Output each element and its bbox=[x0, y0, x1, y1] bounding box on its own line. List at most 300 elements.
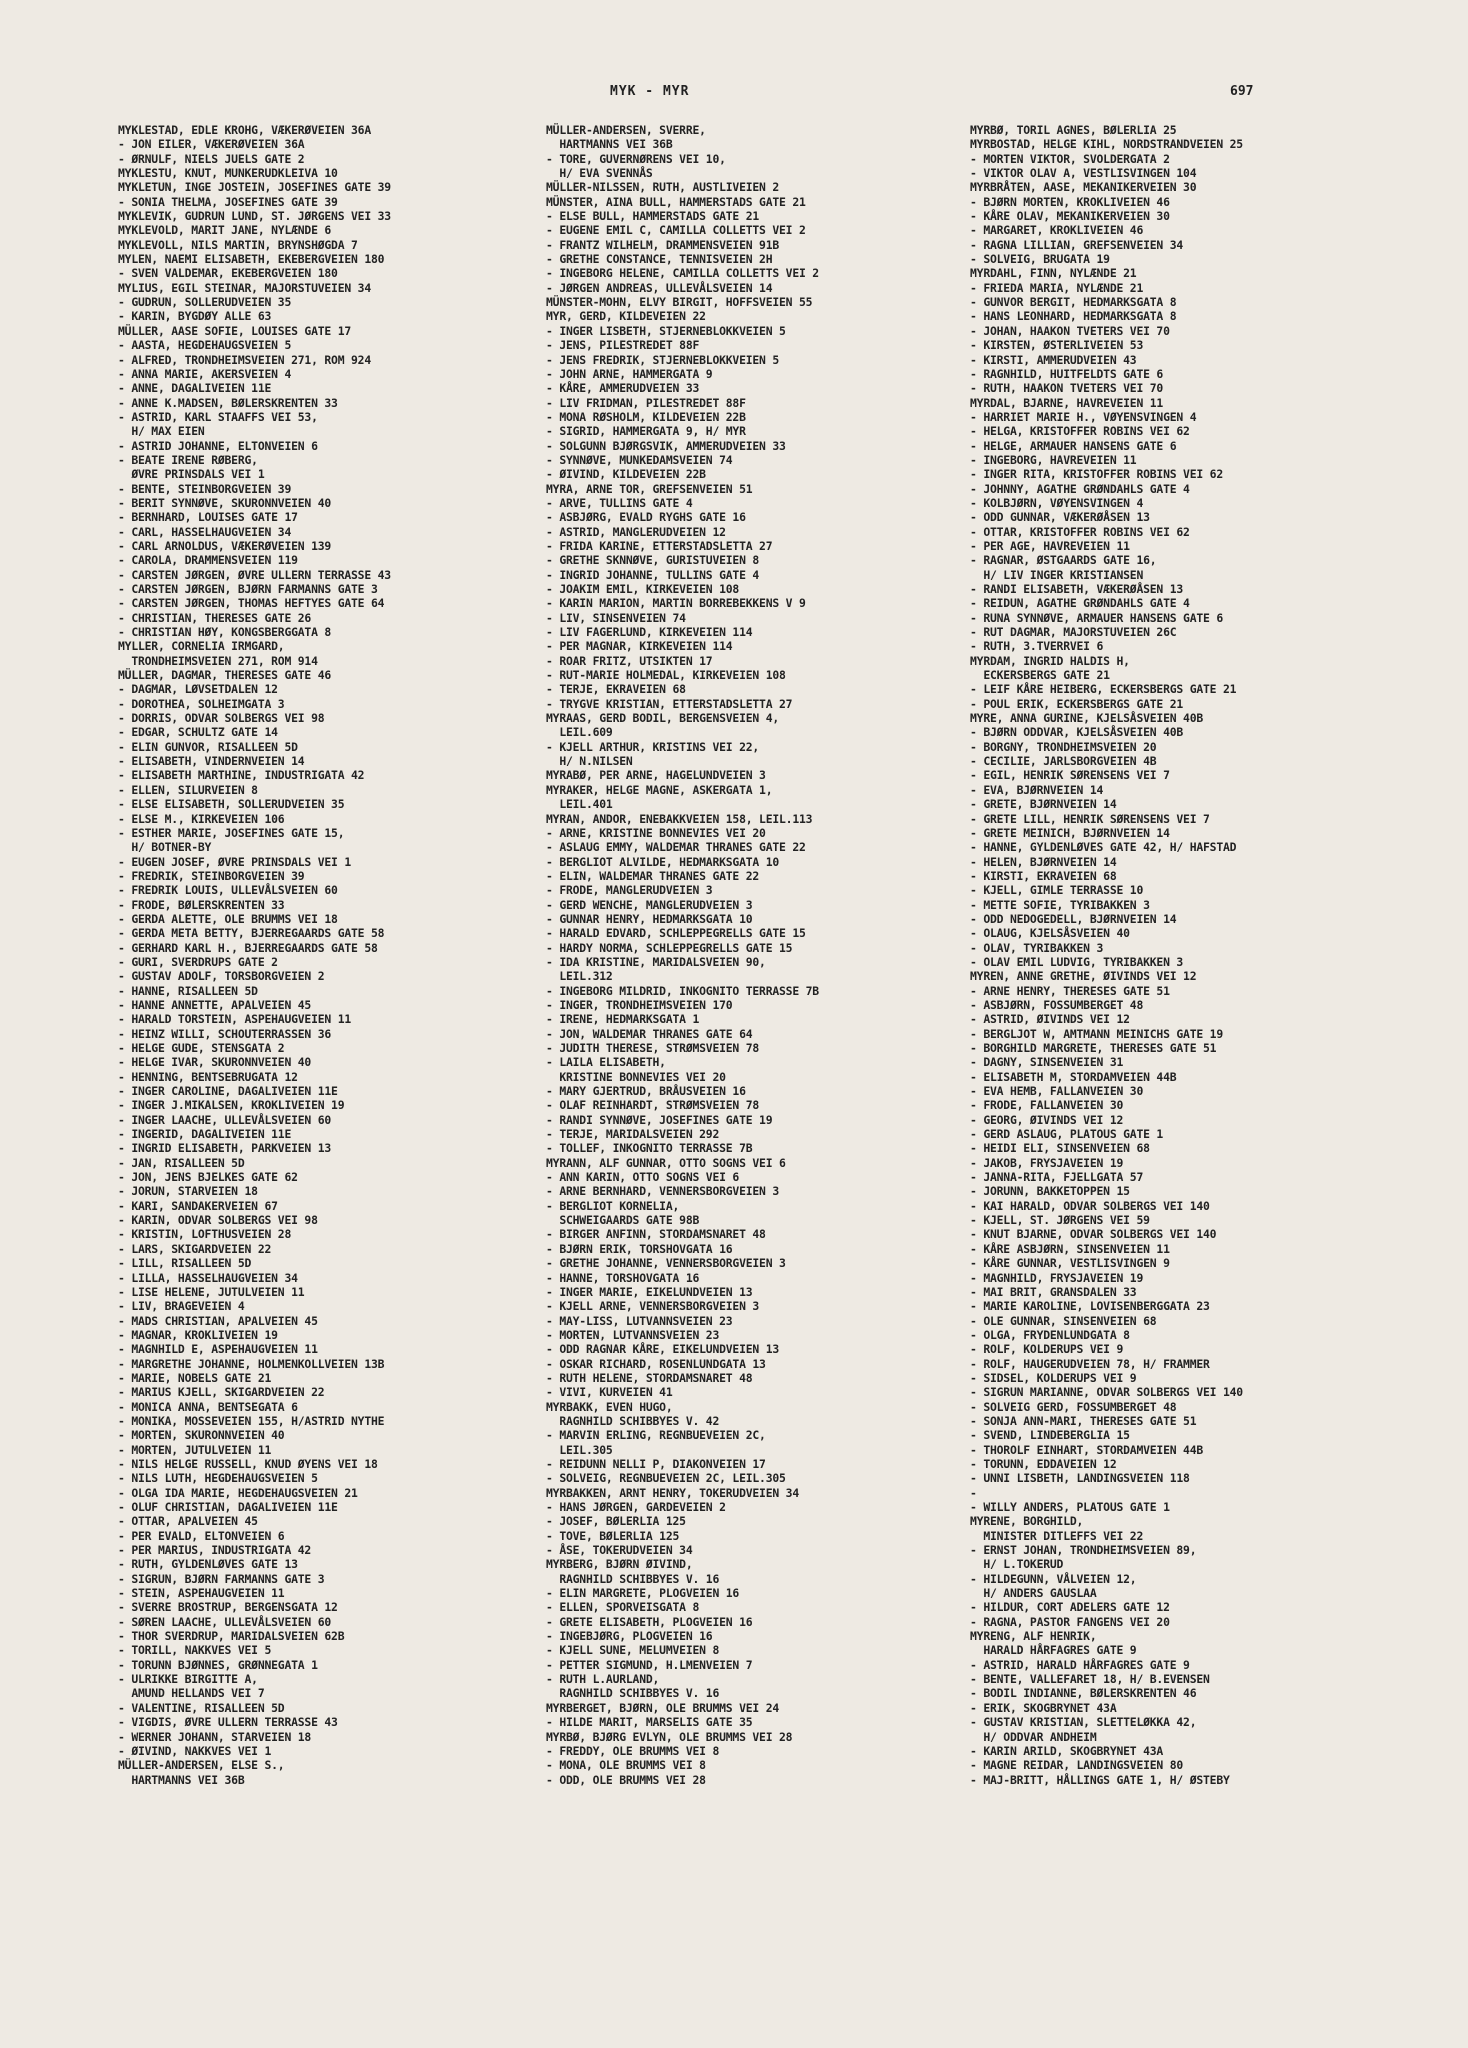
directory-entry-line: - SVERRE BROSTRUP, BERGENSGATA 12 bbox=[118, 1600, 338, 1615]
directory-entry-line: MYKLEVIK, GUDRUN LUND, ST. JØRGENS VEI 33 bbox=[118, 209, 391, 224]
directory-entry-line: - HARDY NORMA, SCHLEPPEGRELLS GATE 15 bbox=[546, 940, 793, 955]
directory-entry-line: MYLIUS, EGIL STEINAR, MAJORSTUVEIEN 34 bbox=[118, 280, 371, 295]
directory-entry-line: - INGER RITA, KRISTOFFER ROBINS VEI 62 bbox=[970, 467, 1223, 482]
directory-entry-line: - KJELL, GIMLE TERRASSE 10 bbox=[970, 883, 1144, 898]
directory-entry-line: - KIRSTI, AMMERUDVEIEN 43 bbox=[970, 352, 1137, 367]
directory-entry-line: MYRABØ, PER ARNE, HAGELUNDVEIEN 3 bbox=[546, 768, 766, 783]
directory-entry-line: - HELGE IVAR, SKURONNVEIEN 40 bbox=[118, 1055, 312, 1070]
directory-entry-line: - HEIDI ELI, SINSENVEIEN 68 bbox=[970, 1141, 1150, 1156]
directory-entry-line: - CARSTEN JØRGEN, THOMAS HEFTYES GATE 64 bbox=[118, 596, 385, 611]
directory-entry-line: - LILLA, HASSELHAUGVEIEN 34 bbox=[118, 1270, 298, 1285]
directory-entry-line: - ASTRID, KARL STAAFFS VEI 53, bbox=[118, 409, 318, 424]
directory-entry-line: - ODD, OLE BRUMMS VEI 28 bbox=[546, 1772, 706, 1787]
directory-entry-line: - JOHN ARNE, HAMMERGATA 9 bbox=[546, 366, 713, 381]
directory-entry-line: - KARIN ARILD, SKOGBRYNET 43A bbox=[970, 1743, 1164, 1758]
directory-entry-line: - MORTEN, SKURONNVEIEN 40 bbox=[118, 1428, 285, 1443]
directory-entry-line: - IDA KRISTINE, MARIDALSVEIEN 90, bbox=[546, 954, 766, 969]
directory-entry-line: - MARIUS KJELL, SKIGARDVEIEN 22 bbox=[118, 1385, 325, 1400]
directory-entry-line: - MARIE, NOBELS GATE 21 bbox=[118, 1370, 272, 1385]
directory-entry-line: - GUNVOR BERGIT, HEDMARKSGATA 8 bbox=[970, 295, 1177, 310]
directory-entry-line: - RAGNHILD, HUITFELDTS GATE 6 bbox=[970, 366, 1164, 381]
directory-entry-line: - ASBJØRG, EVALD RYGHS GATE 16 bbox=[546, 510, 746, 525]
directory-entry-line: - ROLF, KOLDERUPS VEI 9 bbox=[970, 1342, 1124, 1357]
directory-entry-line: - ESTHER MARIE, JOSEFINES GATE 15, bbox=[118, 825, 345, 840]
directory-entry-line: SCHWEIGAARDS GATE 98B bbox=[546, 1213, 700, 1228]
directory-entry-line: - KJELL ARTHUR, KRISTINS VEI 22, bbox=[546, 739, 760, 754]
directory-entry-line: - TORE, GUVERNØRENS VEI 10, bbox=[546, 151, 726, 166]
directory-entry-line: - RUTH, HAAKON TVETERS VEI 70 bbox=[970, 381, 1164, 396]
directory-entry-line: - SONIA THELMA, JOSEFINES GATE 39 bbox=[118, 194, 338, 209]
directory-entry-line: MYRBERG, BJØRN ØIVIND, bbox=[546, 1557, 693, 1572]
directory-entry-line: - FRIDA KARINE, ETTERSTADSLETTA 27 bbox=[546, 538, 773, 553]
directory-entry-line: - RUT-MARIE HOLMEDAL, KIRKEVEIEN 108 bbox=[546, 668, 786, 683]
directory-entry-line: - EUGENE EMIL C, CAMILLA COLLETTS VEI 2 bbox=[546, 223, 806, 238]
directory-entry-line: KRISTINE BONNEVIES VEI 20 bbox=[546, 1069, 726, 1084]
directory-entry-line: MYRDAM, INGRID HALDIS H, bbox=[970, 653, 1130, 668]
directory-entry-line: - LIV FRIDMAN, PILESTREDET 88F bbox=[546, 395, 746, 410]
running-head: MYK - MYR bbox=[610, 84, 690, 99]
directory-entry-line: - KARIN, ODVAR SOLBERGS VEI 98 bbox=[118, 1213, 318, 1228]
directory-entry-line: - MAGNHILD E, ASPEHAUGVEIEN 11 bbox=[118, 1342, 318, 1357]
directory-entry-line: - ARNE HENRY, THERESES GATE 51 bbox=[970, 983, 1170, 998]
directory-entry-line: MYRDAL, BJARNE, HAVREVEIEN 11 bbox=[970, 395, 1164, 410]
directory-entry-line: - MONA, OLE BRUMMS VEI 8 bbox=[546, 1758, 706, 1773]
directory-entry-line: - ØIVIND, NAKKVES VEI 1 bbox=[118, 1743, 272, 1758]
directory-entry-line: - PETTER SIGMUND, H.LMENVEIEN 7 bbox=[546, 1657, 753, 1672]
directory-entry-line: - FRODE, MANGLERUDVEIEN 3 bbox=[546, 883, 713, 898]
directory-entry-line: - HILDEGUNN, VÅLVEIEN 12, bbox=[970, 1571, 1137, 1586]
directory-entry-line: - JON EILER, VÆKERØVEIEN 36A bbox=[118, 137, 305, 152]
directory-entry-line: - MARGARET, KROKLIVEIEN 46 bbox=[970, 223, 1144, 238]
directory-entry-line: - RANDI ELISABETH, VÆKERØÅSEN 13 bbox=[970, 582, 1184, 596]
directory-entry-line: - INGEBORG MILDRID, INKOGNITO TERRASSE 7B bbox=[546, 983, 819, 998]
directory-entry-line: MÜNSTER-MOHN, ELVY BIRGIT, HOFFSVEIEN 55 bbox=[546, 295, 813, 310]
directory-entry-line: - BJØRN ERIK, TORSHOVGATA 16 bbox=[546, 1241, 733, 1256]
directory-entry-line: - MARGRETHE JOHANNE, HOLMENKOLLVEIEN 13B bbox=[118, 1356, 385, 1371]
directory-entry-line: - RAGNA LILLIAN, GREFSENVEIEN 34 bbox=[970, 237, 1184, 252]
directory-entry-line: - ELSE M., KIRKEVEIEN 106 bbox=[118, 811, 285, 826]
directory-entry-line: - ELISABETH, VINDERNVEIEN 14 bbox=[118, 754, 305, 769]
directory-entry-line: - INGERID, DAGALIVEIEN 11E bbox=[118, 1127, 292, 1142]
directory-entry-line: H/ MAX EIEN bbox=[118, 424, 205, 439]
directory-entry-line: MYRAKER, HELGE MAGNE, ASKERGATA 1, bbox=[546, 782, 773, 797]
directory-entry-line: - RAGNA, PASTOR FANGENS VEI 20 bbox=[970, 1614, 1170, 1629]
directory-entry-line: - SONJA ANN-MARI, THERESES GATE 51 bbox=[970, 1413, 1197, 1428]
directory-entry-line: - PER MAGNAR, KIRKEVEIEN 114 bbox=[546, 639, 733, 654]
directory-entry-line: HARTMANNS VEI 36B bbox=[546, 137, 673, 152]
directory-entry-line: MYLEN, NAEMI ELISABETH, EKEBERGVEIEN 180 bbox=[118, 252, 385, 267]
directory-entry-line: - ELISABETH MARTHINE, INDUSTRIGATA 42 bbox=[118, 768, 365, 783]
directory-entry-line: - LAILA ELISABETH, bbox=[546, 1055, 666, 1070]
directory-entry-line: - OLAUG, KJELSÅSVEIEN 40 bbox=[970, 926, 1130, 941]
directory-entry-line: - JANNA-RITA, FJELLGATA 57 bbox=[970, 1170, 1144, 1185]
directory-entry-line: LEIL.401 bbox=[546, 797, 613, 812]
directory-entry-line: - ERIK, SKOGBRYNET 43A bbox=[970, 1700, 1117, 1715]
directory-entry-line: - ANN KARIN, OTTO SOGNS VEI 6 bbox=[546, 1170, 740, 1185]
directory-entry-line: - BEATE IRENE RØBERG, bbox=[118, 452, 258, 467]
directory-entry-line: - JAN, RISALLEEN 5D bbox=[118, 1155, 245, 1170]
directory-entry-line: - REIDUN, AGATHE GRØNDAHLS GATE 4 bbox=[970, 596, 1190, 611]
directory-entry-line: - PER AGE, HAVREVEIEN 11 bbox=[970, 538, 1130, 553]
directory-entry-line: - TORILL, NAKKVES VEI 5 bbox=[118, 1643, 272, 1658]
directory-entry-line: - CARL ARNOLDUS, VÆKERØVEIEN 139 bbox=[118, 538, 332, 553]
directory-entry-line: - SØREN LAACHE, ULLEVÅLSVEIEN 60 bbox=[118, 1614, 332, 1629]
directory-entry-line: - FREDRIK, STEINBORGVEIEN 39 bbox=[118, 868, 305, 883]
directory-entry-line: - HANNE, TORSHOVGATA 16 bbox=[546, 1270, 700, 1285]
directory-entry-line: - INGER LISBETH, STJERNEBLOKKVEIEN 5 bbox=[546, 323, 786, 338]
directory-entry-line: - FREDRIK LOUIS, ULLEVÅLSVEIEN 60 bbox=[118, 883, 338, 898]
directory-entry-line: - GUSTAV KRISTIAN, SLETTELØKKA 42, bbox=[970, 1715, 1197, 1730]
directory-entry-line: MÜLLER, AASE SOFIE, LOUISES GATE 17 bbox=[118, 323, 352, 338]
directory-entry-line: - MORTEN, JUTULVEIEN 11 bbox=[118, 1442, 272, 1457]
directory-entry-line: - HARRIET MARIE H., VØYENSVINGEN 4 bbox=[970, 409, 1197, 424]
directory-entry-line: - JORUNN, BAKKETOPPEN 15 bbox=[970, 1184, 1130, 1199]
directory-entry-line: - TERJE, EKRAVEIEN 68 bbox=[546, 682, 686, 697]
directory-entry-line: - TOLLEF, INKOGNITO TERRASSE 7B bbox=[546, 1141, 753, 1156]
directory-entry-line: - ASBJØRN, FOSSUMBERGET 48 bbox=[970, 997, 1144, 1012]
directory-entry-line: - KIRSTI, EKRAVEIEN 68 bbox=[970, 868, 1117, 883]
directory-entry-line: - SIGRUN MARIANNE, ODVAR SOLBERGS VEI 140 bbox=[970, 1385, 1243, 1400]
directory-entry-line: - STEIN, ASPEHAUGVEIEN 11 bbox=[118, 1586, 285, 1601]
directory-entry-line: - LILL, RISALLEEN 5D bbox=[118, 1256, 252, 1271]
directory-entry-line: - ØRNULF, NIELS JUELS GATE 2 bbox=[118, 151, 305, 166]
directory-entry-line: - TORUNN BJØNNES, GRØNNEGATA 1 bbox=[118, 1657, 318, 1672]
directory-entry-line: - GUSTAV ADOLF, TORSBORGVEIEN 2 bbox=[118, 969, 325, 984]
directory-entry-line: H/ ODDVAR ANDHEIM bbox=[970, 1729, 1097, 1744]
directory-entry-line: - HENNING, BENTSEBRUGATA 12 bbox=[118, 1069, 298, 1084]
directory-entry-line: - ELISABETH M, STORDAMVEIEN 44B bbox=[970, 1069, 1177, 1084]
directory-entry-line: MYRBERGET, BJØRN, OLE BRUMMS VEI 24 bbox=[546, 1700, 780, 1715]
directory-entry-line: - JORUN, STARVEIEN 18 bbox=[118, 1184, 258, 1199]
directory-entry-line: - LARS, SKIGARDVEIEN 22 bbox=[118, 1241, 272, 1256]
directory-entry-line: - BENTE, VALLEFARET 18, H/ B.EVENSEN bbox=[970, 1672, 1210, 1687]
directory-entry-line: - HANNE, RISALLEEN 5D bbox=[118, 983, 258, 998]
directory-entry-line: - KJELL SUNE, MELUMVEIEN 8 bbox=[546, 1643, 720, 1658]
directory-entry-line: - VALENTINE, RISALLEEN 5D bbox=[118, 1700, 285, 1715]
directory-entry-line: H/ EVA SVENNÅS bbox=[546, 166, 653, 181]
directory-entry-line: - NILS LUTH, HEGDEHAUGSVEIEN 5 bbox=[118, 1471, 318, 1486]
directory-entry-line: - BERGLIOT ALVILDE, HEDMARKSGATA 10 bbox=[546, 854, 780, 869]
directory-entry-line: - HILDE MARIT, MARSELIS GATE 35 bbox=[546, 1715, 753, 1730]
directory-entry-line: - OTTAR, KRISTOFFER ROBINS VEI 62 bbox=[970, 524, 1190, 539]
directory-entry-line: - MAI BRIT, GRANSDALEN 33 bbox=[970, 1284, 1137, 1299]
directory-entry-line: - ELIN GUNVOR, RISALLEEN 5D bbox=[118, 739, 298, 754]
directory-entry-line: - CHRISTIAN, THERESES GATE 26 bbox=[118, 610, 312, 625]
directory-entry-line: MYRBOSTAD, HELGE KIHL, NORDSTRANDVEIEN 25 bbox=[970, 137, 1243, 152]
directory-entry-line: - CECILIE, JARLSBORGVEIEN 4B bbox=[970, 754, 1157, 769]
directory-entry-line: - KARIN MARION, MARTIN BORREBEKKENS V 9 bbox=[546, 596, 806, 611]
directory-entry-line: - ODD GUNNAR, VÆKERØÅSEN 13 bbox=[970, 510, 1150, 525]
directory-entry-line: MÜLLER-ANDERSEN, ELSE S., bbox=[118, 1758, 285, 1773]
directory-entry-line: - GRETE LILL, HENRIK SØRENSENS VEI 7 bbox=[970, 811, 1210, 826]
directory-entry-line: - HARALD TORSTEIN, ASPEHAUGVEIEN 11 bbox=[118, 1012, 352, 1027]
directory-entry-line: MÜLLER-NILSSEN, RUTH, AUSTLIVEIEN 2 bbox=[546, 180, 780, 195]
directory-entry-line: - TOVE, BØLERLIA 125 bbox=[546, 1528, 680, 1543]
directory-entry-line: - RUTH, 3.TVERRVEI 6 bbox=[970, 639, 1104, 654]
directory-entry-line: - IRENE, HEDMARKSGATA 1 bbox=[546, 1012, 700, 1027]
directory-entry-line: - BORGNY, TRONDHEIMSVEIEN 20 bbox=[970, 739, 1157, 754]
directory-entry-line: - JØRGEN ANDREAS, ULLEVÅLSVEIEN 14 bbox=[546, 280, 773, 295]
directory-entry-line: - JON, JENS BJELKES GATE 62 bbox=[118, 1170, 298, 1185]
directory-entry-line: MINISTER DITLEFFS VEI 22 bbox=[970, 1528, 1144, 1543]
directory-entry-line: MYRANN, ALF GUNNAR, OTTO SOGNS VEI 6 bbox=[546, 1155, 786, 1170]
directory-entry-line: - INGRID ELISABETH, PARKVEIEN 13 bbox=[118, 1141, 332, 1156]
directory-entry-line: - MONICA ANNA, BENTSEGATA 6 bbox=[118, 1399, 298, 1414]
directory-entry-line: - POUL ERIK, ECKERSBERGS GATE 21 bbox=[970, 696, 1184, 711]
directory-entry-line: MYREN, ANNE GRETHE, ØIVINDS VEI 12 bbox=[970, 969, 1197, 984]
directory-entry-line: - LISE HELENE, JUTULVEIEN 11 bbox=[118, 1284, 305, 1299]
directory-entry-line: - JOHNNY, AGATHE GRØNDAHLS GATE 4 bbox=[970, 481, 1190, 496]
directory-entry-line: - MARIE KAROLINE, LOVISENBERGGATA 23 bbox=[970, 1299, 1210, 1314]
directory-entry-line: - DORRIS, ODVAR SOLBERGS VEI 98 bbox=[118, 711, 325, 726]
directory-entry-line: - ASTRID, HARALD HÅRFAGRES GATE 9 bbox=[970, 1657, 1190, 1672]
directory-entry-line: - MORTEN VIKTOR, SVOLDERGATA 2 bbox=[970, 151, 1170, 166]
directory-entry-line: - ELLEN, SPORVEISGATA 8 bbox=[546, 1600, 700, 1615]
directory-entry-line: - LIV FAGERLUND, KIRKEVEIEN 114 bbox=[546, 625, 753, 640]
directory-entry-line: - LEIF KÅRE HEIBERG, ECKERSBERGS GATE 21 bbox=[970, 682, 1237, 697]
directory-entry-line: - REIDUNN NELLI P, DIAKONVEIEN 17 bbox=[546, 1456, 766, 1471]
directory-entry-line: - JOAKIM EMIL, KIRKEVEIEN 108 bbox=[546, 582, 740, 596]
directory-entry-line: - ERNST JOHAN, TRONDHEIMSVEIEN 89, bbox=[970, 1543, 1197, 1558]
directory-entry-line: - KÅRE, AMMERUDVEIEN 33 bbox=[546, 381, 700, 396]
directory-entry-line: - OLAV EMIL LUDVIG, TYRIBAKKEN 3 bbox=[970, 954, 1184, 969]
directory-entry-line: - KIRSTEN, ØSTERLIVEIEN 53 bbox=[970, 338, 1144, 353]
directory-entry-line: - GRETHE SKNNØVE, GURISTUVEIEN 8 bbox=[546, 553, 760, 568]
directory-entry-line: AMUND HELLANDS VEI 7 bbox=[118, 1686, 265, 1701]
directory-entry-line: - DOROTHEA, SOLHEIMGATA 3 bbox=[118, 696, 285, 711]
directory-entry-line: - ASLAUG EMMY, WALDEMAR THRANES GATE 22 bbox=[546, 840, 806, 855]
directory-entry-line: - ROLF, HAUGERUDVEIEN 78, H/ FRAMMER bbox=[970, 1356, 1210, 1371]
directory-entry-line: - GERDA META BETTY, BJERREGAARDS GATE 58 bbox=[118, 926, 385, 941]
directory-entry-line: - WILLY ANDERS, PLATOUS GATE 1 bbox=[970, 1500, 1170, 1514]
directory-entry-line: RAGNHILD SCHIBBYES V. 42 bbox=[546, 1413, 720, 1428]
directory-entry-line: - MAJ-BRITT, HÅLLINGS GATE 1, H/ ØSTEBY bbox=[970, 1772, 1230, 1787]
directory-entry-line: - MONA RØSHOLM, KILDEVEIEN 22B bbox=[546, 409, 746, 424]
directory-entry-line: - WERNER JOHANN, STARVEIEN 18 bbox=[118, 1729, 312, 1744]
directory-entry-line: - MONIKA, MOSSEVEIEN 155, H/ASTRID NYTHE bbox=[118, 1413, 385, 1428]
directory-entry-line: - INGER LAACHE, ULLEVÅLSVEIEN 60 bbox=[118, 1112, 332, 1127]
directory-entry-line: - KJELL, ST. JØRGENS VEI 59 bbox=[970, 1213, 1150, 1228]
directory-entry-line: - SIDSEL, KOLDERUPS VEI 9 bbox=[970, 1370, 1137, 1385]
directory-entry-line: - HANNE ANNETTE, APALVEIEN 45 bbox=[118, 997, 312, 1012]
directory-entry-line: ECKERSBERGS GATE 21 bbox=[970, 668, 1110, 683]
directory-entry-line: - HANNE, GYLDENLØVES GATE 42, H/ HAFSTAD bbox=[970, 840, 1237, 855]
directory-entry-line: LEIL.312 bbox=[546, 969, 613, 984]
directory-entry-line: - ALFRED, TRONDHEIMSVEIEN 271, ROM 924 bbox=[118, 352, 371, 367]
directory-entry-line: - HELGE, ARMAUER HANSENS GATE 6 bbox=[970, 438, 1177, 453]
directory-entry-line: - EGIL, HENRIK SØRENSENS VEI 7 bbox=[970, 768, 1170, 783]
directory-entry-line: - GERDA ALETTE, OLE BRUMMS VEI 18 bbox=[118, 911, 338, 926]
directory-entry-line: - KRISTIN, LOFTHUSVEIEN 28 bbox=[118, 1227, 292, 1242]
directory-entry-line: - FRIEDA MARIA, NYLÆNDE 21 bbox=[970, 280, 1144, 295]
directory-entry-line: - LIV, SINSENVEIEN 74 bbox=[546, 610, 686, 625]
directory-entry-line: - FRODE, BØLERSKRENTEN 33 bbox=[118, 897, 285, 912]
directory-entry-line: - GUNNAR HENRY, HEDMARKSGATA 10 bbox=[546, 911, 753, 926]
directory-entry-line: - OTTAR, APALVEIEN 45 bbox=[118, 1514, 258, 1529]
directory-entry-line: - INGER J.MIKALSEN, KROKLIVEIEN 19 bbox=[118, 1098, 345, 1113]
directory-entry-line: - MAGNHILD, FRYSJAVEIEN 19 bbox=[970, 1270, 1144, 1285]
directory-entry-line: - RAGNAR, ØSTGAARDS GATE 16, bbox=[970, 553, 1157, 568]
directory-entry-line: - EDGAR, SCHULTZ GATE 14 bbox=[118, 725, 278, 740]
directory-entry-line: - ODD NEDOGEDELL, BJØRNVEIEN 14 bbox=[970, 911, 1177, 926]
directory-entry-line: LEIL.305 bbox=[546, 1442, 613, 1457]
directory-entry-line: - SOLVEIG, REGNBUEVEIEN 2C, LEIL.305 bbox=[546, 1471, 786, 1486]
directory-entry-line: - ELSE BULL, HAMMERSTADS GATE 21 bbox=[546, 209, 760, 224]
directory-entry-line: - RUNA SYNNØVE, ARMAUER HANSENS GATE 6 bbox=[970, 610, 1223, 625]
directory-entry-line: - AASTA, HEGDEHAUGSVEIEN 5 bbox=[118, 338, 292, 353]
directory-entry-line: - ROAR FRITZ, UTSIKTEN 17 bbox=[546, 653, 713, 668]
directory-entry-line: - KARIN, BYGDØY ALLE 63 bbox=[118, 309, 272, 324]
directory-entry-line: - GERD WENCHE, MANGLERUDVEIEN 3 bbox=[546, 897, 753, 912]
directory-entry-line: H/ BOTNER-BY bbox=[118, 840, 212, 855]
directory-entry-line: - KARI, SANDAKERVEIEN 67 bbox=[118, 1198, 278, 1213]
page-header bbox=[0, 84, 1468, 106]
directory-entry-line: - JENS, PILESTREDET 88F bbox=[546, 338, 700, 353]
directory-entry-line: - VIKTOR OLAV A, VESTLISVINGEN 104 bbox=[970, 166, 1197, 181]
directory-entry-line: - INGRID JOHANNE, TULLINS GATE 4 bbox=[546, 567, 760, 582]
directory-entry-line: - TRYGVE KRISTIAN, ETTERSTADSLETTA 27 bbox=[546, 696, 793, 711]
directory-entry-line: - ASTRID, MANGLERUDVEIEN 12 bbox=[546, 524, 726, 539]
directory-entry-line: - DAGNY, SINSENVEIEN 31 bbox=[970, 1055, 1124, 1070]
directory-entry-line: - SVEND, LINDEBERGLIA 15 bbox=[970, 1428, 1130, 1443]
directory-entry-line: - METTE SOFIE, TYRIBAKKEN 3 bbox=[970, 897, 1150, 912]
directory-entry-line: - BERGLIOT KORNELIA, bbox=[546, 1198, 680, 1213]
directory-entry-line: - BODIL INDIANNE, BØLERSKRENTEN 46 bbox=[970, 1686, 1197, 1701]
directory-entry-line: - GRETE, BJØRNVEIEN 14 bbox=[970, 797, 1117, 812]
directory-entry-line: - BERGLJOT W, AMTMANN MEINICHS GATE 19 bbox=[970, 1026, 1223, 1041]
directory-entry-line: LEIL.609 bbox=[546, 725, 613, 740]
directory-entry-line: MYRBØ, BJØRG EVLYN, OLE BRUMMS VEI 28 bbox=[546, 1729, 793, 1744]
directory-entry-line: - CARSTEN JØRGEN, ØVRE ULLERN TERRASSE 43 bbox=[118, 567, 391, 582]
directory-entry-line: MYKLESTU, KNUT, MUNKERUDKLEIVA 10 bbox=[118, 166, 338, 181]
directory-entry-line: - GRETE MEINICH, BJØRNVEIEN 14 bbox=[970, 825, 1170, 840]
directory-entry-line: - ODD RAGNAR KÅRE, EIKELUNDVEIEN 13 bbox=[546, 1342, 780, 1357]
directory-entry-line: H/ ANDERS GAUSLAA bbox=[970, 1586, 1097, 1601]
directory-entry-line: - RUTH HELENE, STORDAMSNARET 48 bbox=[546, 1370, 753, 1385]
directory-entry-line: - GURI, SVERDRUPS GATE 2 bbox=[118, 954, 278, 969]
directory-entry-line: - ÅSE, TOKERUDVEIEN 34 bbox=[546, 1543, 693, 1558]
directory-entry-line: - ANNA MARIE, AKERSVEIEN 4 bbox=[118, 366, 292, 381]
directory-entry-line: MYR, GERD, KILDEVEIEN 22 bbox=[546, 309, 706, 324]
directory-entry-line: HARTMANNS VEI 36B bbox=[118, 1772, 245, 1787]
directory-column-1 bbox=[118, 123, 558, 1787]
directory-entry-line: - JENS FREDRIK, STJERNEBLOKKVEIEN 5 bbox=[546, 352, 780, 367]
directory-entry-line: - HARALD EDVARD, SCHLEPPEGRELLS GATE 15 bbox=[546, 926, 806, 941]
directory-entry-line: - TORUNN, EDDAVEIEN 12 bbox=[970, 1456, 1117, 1471]
directory-entry-line: - ELLEN, SILURVEIEN 8 bbox=[118, 782, 258, 797]
directory-entry-line: ØVRE PRINSDALS VEI 1 bbox=[118, 467, 265, 482]
directory-entry-line: - SVEN VALDEMAR, EKEBERGVEIEN 180 bbox=[118, 266, 338, 281]
directory-entry-line: - OLAV, TYRIBAKKEN 3 bbox=[970, 940, 1104, 955]
directory-entry-line: - NILS HELGE RUSSELL, KNUD ØYENS VEI 18 bbox=[118, 1456, 378, 1471]
directory-entry-line: - FRANTZ WILHELM, DRAMMENSVEIEN 91B bbox=[546, 237, 780, 252]
directory-entry-line: - RUT DAGMAR, MAJORSTUVEIEN 26C bbox=[970, 625, 1177, 640]
directory-entry-line: - INGEBJØRG, PLOGVEIEN 16 bbox=[546, 1629, 713, 1644]
directory-entry-line: MYLLER, CORNELIA IRMGARD, bbox=[118, 639, 285, 654]
directory-entry-line: - ANNE K.MADSEN, BØLERSKRENTEN 33 bbox=[118, 395, 338, 410]
directory-entry-line: - MARY GJERTRUD, BRÅUSVEIEN 16 bbox=[546, 1084, 746, 1099]
directory-entry-line: MYRAAS, GERD BODIL, BERGENSVEIEN 4, bbox=[546, 711, 780, 726]
directory-entry-line: - MAY-LISS, LUTVANNSVEIEN 23 bbox=[546, 1313, 733, 1328]
directory-entry-line: - JOSEF, BØLERLIA 125 bbox=[546, 1514, 686, 1529]
directory-entry-line: - HANS JØRGEN, GARDEVEIEN 2 bbox=[546, 1500, 726, 1514]
directory-entry-line: - ØIVIND, KILDEVEIEN 22B bbox=[546, 467, 706, 482]
directory-entry-line: - KÅRE OLAV, MEKANIKERVEIEN 30 bbox=[970, 209, 1170, 224]
directory-entry-line: - KNUT BJARNE, ODVAR SOLBERGS VEI 140 bbox=[970, 1227, 1217, 1242]
directory-entry-line: - EVA, BJØRNVEIEN 14 bbox=[970, 782, 1104, 797]
directory-entry-line: - EVA HEMB, FALLANVEIEN 30 bbox=[970, 1084, 1144, 1099]
directory-entry-line: MYRBAKKEN, ARNT HENRY, TOKERUDVEIEN 34 bbox=[546, 1485, 799, 1500]
directory-entry-line: - JON, WALDEMAR THRANES GATE 64 bbox=[546, 1026, 753, 1041]
directory-entry-line: - BORGHILD MARGRETE, THERESES GATE 51 bbox=[970, 1041, 1217, 1055]
directory-entry-line: - CHRISTIAN HØY, KONGSBERGGATA 8 bbox=[118, 625, 332, 640]
directory-entry-line: MYKLESTAD, EDLE KROHG, VÆKERØVEIEN 36A bbox=[118, 123, 371, 137]
directory-entry-line: MYRDAHL, FINN, NYLÆNDE 21 bbox=[970, 266, 1137, 281]
directory-entry-line: - GERD ASLAUG, PLATOUS GATE 1 bbox=[970, 1127, 1164, 1142]
directory-entry-line: MYRBAKK, EVEN HUGO, bbox=[546, 1399, 673, 1414]
directory-entry-line: HARALD HÅRFAGRES GATE 9 bbox=[970, 1643, 1137, 1658]
directory-entry-line: - JUDITH THERESE, STRØMSVEIEN 78 bbox=[546, 1041, 760, 1055]
directory-column-2 bbox=[546, 123, 986, 1787]
directory-entry-line: - ELIN, WALDEMAR THRANES GATE 22 bbox=[546, 868, 760, 883]
directory-entry-line: - UNNI LISBETH, LANDINGSVEIEN 118 bbox=[970, 1471, 1190, 1486]
directory-entry-line: - MADS CHRISTIAN, APALVEIEN 45 bbox=[118, 1313, 318, 1328]
directory-entry-line: - VIVI, KURVEIEN 41 bbox=[546, 1385, 673, 1400]
directory-entry-line: - MORTEN, LUTVANNSVEIEN 23 bbox=[546, 1327, 720, 1342]
directory-entry-line: - HELGE GUDE, STENSGATA 2 bbox=[118, 1041, 285, 1055]
directory-entry-line: - BJØRN ODDVAR, KJELSÅSVEIEN 40B bbox=[970, 725, 1184, 740]
directory-entry-line: - TERJE, MARIDALSVEIEN 292 bbox=[546, 1127, 720, 1142]
directory-entry-line: - ASTRID, ØIVINDS VEI 12 bbox=[970, 1012, 1130, 1027]
directory-entry-line: MYRA, ARNE TOR, GREFSENVEIEN 51 bbox=[546, 481, 753, 496]
directory-entry-line: - ASTRID JOHANNE, ELTONVEIEN 6 bbox=[118, 438, 318, 453]
directory-entry-line: - KAI HARALD, ODVAR SOLBERGS VEI 140 bbox=[970, 1198, 1210, 1213]
directory-entry-line: MYRENE, BORGHILD, bbox=[970, 1514, 1084, 1529]
directory-entry-line: - HILDUR, CORT ADELERS GATE 12 bbox=[970, 1600, 1170, 1615]
directory-entry-line: - OLAF REINHARDT, STRØMSVEIEN 78 bbox=[546, 1098, 760, 1113]
directory-entry-line: - GRETHE JOHANNE, VENNERSBORGVEIEN 3 bbox=[546, 1256, 786, 1271]
directory-entry-line: - MAGNE REIDAR, LANDINGSVEIEN 80 bbox=[970, 1758, 1184, 1773]
directory-entry-line: - SOLGUNN BJØRGSVIK, AMMERUDVEIEN 33 bbox=[546, 438, 786, 453]
directory-entry-line: - GUDRUN, SOLLERUDVEIEN 35 bbox=[118, 295, 292, 310]
directory-entry-line: MYKLEVOLD, MARIT JANE, NYLÆNDE 6 bbox=[118, 223, 332, 238]
directory-entry-line: - ELSE ELISABETH, SOLLERUDVEIEN 35 bbox=[118, 797, 345, 812]
directory-entry-line: RAGNHILD SCHIBBYES V. 16 bbox=[546, 1686, 720, 1701]
directory-entry-line: - KJELL ARNE, VENNERSBORGVEIEN 3 bbox=[546, 1299, 760, 1314]
directory-entry-line: - DAGMAR, LØVSETDALEN 12 bbox=[118, 682, 278, 697]
directory-entry-line: - ELIN MARGRETE, PLOGVEIEN 16 bbox=[546, 1586, 740, 1601]
directory-entry-line: - OLGA IDA MARIE, HEGDEHAUGSVEIEN 21 bbox=[118, 1485, 358, 1500]
directory-entry-line: - BERNHARD, LOUISES GATE 17 bbox=[118, 510, 298, 525]
directory-entry-line: - BERIT SYNNØVE, SKURONNVEIEN 40 bbox=[118, 495, 332, 510]
directory-entry-line: - INGER MARIE, EIKELUNDVEIEN 13 bbox=[546, 1284, 753, 1299]
directory-entry-line: - OLUF CHRISTIAN, DAGALIVEIEN 11E bbox=[118, 1500, 338, 1514]
directory-entry-line: - CAROLA, DRAMMENSVEIEN 119 bbox=[118, 553, 298, 568]
directory-entry-line: MYRE, ANNA GURINE, KJELSÅSVEIEN 40B bbox=[970, 711, 1204, 726]
directory-entry-line: TRONDHEIMSVEIEN 271, ROM 914 bbox=[118, 653, 318, 668]
directory-entry-line: - BJØRN MORTEN, KROKLIVEIEN 46 bbox=[970, 194, 1170, 209]
directory-entry-line: - HEINZ WILLI, SCHOUTERRASSEN 36 bbox=[118, 1026, 332, 1041]
directory-entry-line: - HANS LEONHARD, HEDMARKSGATA 8 bbox=[970, 309, 1177, 324]
directory-entry-line: - CARSTEN JØRGEN, BJØRN FARMANNS GATE 3 bbox=[118, 582, 378, 596]
directory-entry-line: MYKLETUN, INGE JOSTEIN, JOSEFINES GATE 39 bbox=[118, 180, 391, 195]
directory-entry-line: - SIGRUN, BJØRN FARMANNS GATE 3 bbox=[118, 1571, 325, 1586]
directory-entry-line: MÜLLER-ANDERSEN, SVERRE, bbox=[546, 123, 706, 137]
directory-entry-line: H/ N.NILSEN bbox=[546, 754, 633, 769]
directory-entry-line: - OLE GUNNAR, SINSENVEIEN 68 bbox=[970, 1313, 1157, 1328]
directory-entry-line: - INGER, TRONDHEIMSVEIEN 170 bbox=[546, 997, 733, 1012]
directory-entry-line: - MAGNAR, KROKLIVEIEN 19 bbox=[118, 1327, 278, 1342]
